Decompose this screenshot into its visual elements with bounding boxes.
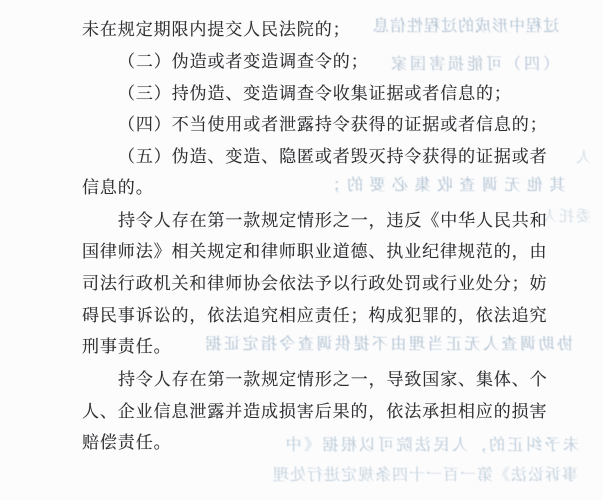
body-text-line: 未在规定期限内提交人民法院的；	[82, 20, 351, 40]
bleed-through-line: 未予纠正的，人民法院可以根据《中	[283, 435, 580, 454]
body-text-line: 人、企业信息泄露并造成损害后果的，依法承担相应的损害	[82, 402, 548, 422]
bleed-through-line: 其他无调查收集必要的；	[318, 175, 566, 194]
body-text-line: （四）不当使用或者泄露持令获得的证据或者信息的；	[118, 115, 548, 135]
body-text-line: 持令人存在第一款规定情形之一，违反《中华人民共和	[118, 211, 548, 231]
body-text-line: （三）持伪造、变造调查令收集证据或者信息的；	[118, 84, 512, 104]
bleed-through-line: 协助调查人无正当理由不提供调查令指定证据	[203, 334, 574, 353]
body-text-line: 碍民事诉讼的，依法追究相应责任；构成犯罪的，依法追究	[82, 306, 548, 326]
bleed-through-line: 事诉讼法》第一百一十四条规定进行处理	[272, 465, 579, 484]
bleed-through-line: 过程中形成的过程性信息	[372, 16, 560, 35]
body-text-line: 持令人存在第一款规定情形之一，导致国家、集体、个	[118, 370, 548, 390]
body-text-line: 赔偿责任。	[82, 433, 172, 453]
body-text-line: 信息的。	[82, 178, 154, 198]
bleed-through-line: 人	[576, 148, 592, 166]
body-text-line: （二）伪造或者变造调查令的；	[118, 52, 369, 72]
body-text-line: （五）伪造、变造、隐匿或者毁灭持令获得的证据或者	[118, 147, 548, 167]
body-text-line: 国律师法》相关规定和律师职业道德、执业纪律规范的，由	[82, 242, 548, 262]
bleed-through-line: （四）可能损害国家	[388, 54, 560, 73]
bleed-through-line: 委托人	[540, 207, 592, 225]
body-text-line: 司法行政机关和律师协会依法予以行政处罚或行业处分；妨	[82, 274, 548, 294]
body-text-line: 刑事责任。	[82, 337, 172, 357]
